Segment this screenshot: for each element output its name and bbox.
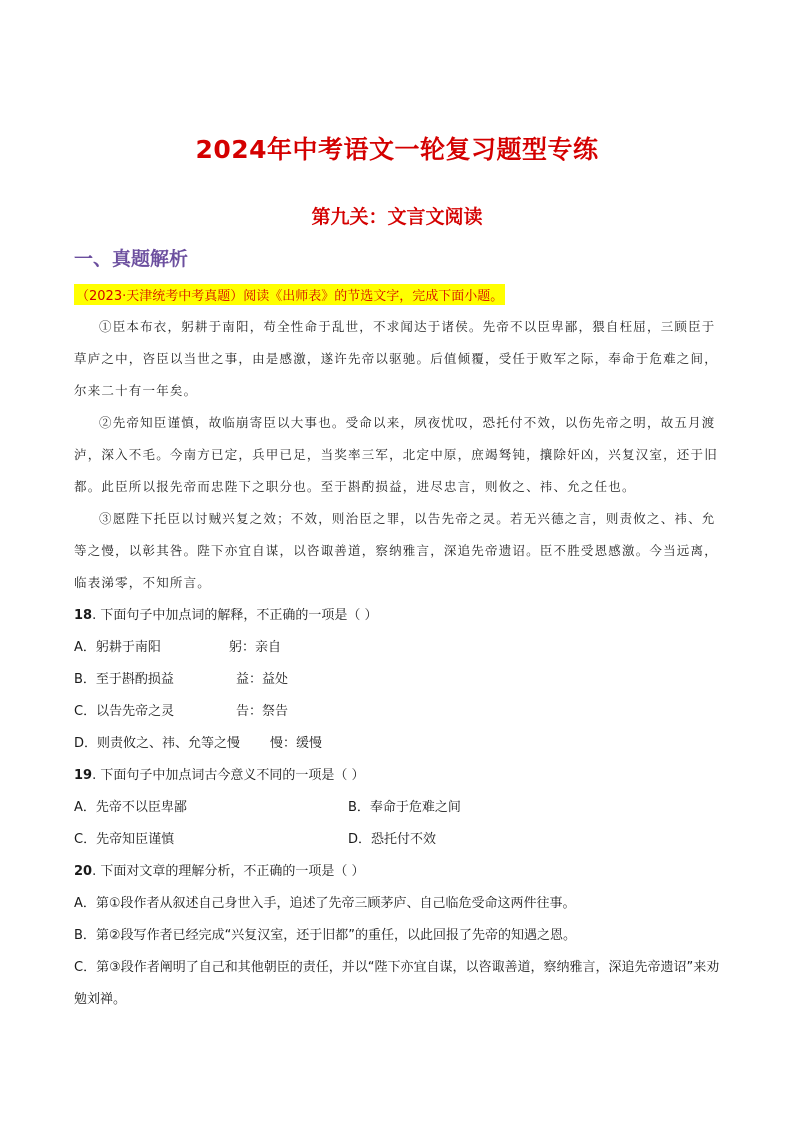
option-text: 至于斟酌损益 — [95, 672, 174, 687]
q18-option-a-note: 躬：亲自 — [229, 640, 282, 655]
q19-option-c[interactable] — [74, 828, 174, 847]
option-letter: C． — [74, 960, 97, 975]
option-text: 第②段写作者已经完成“兴复汉室，还于旧都”的重任，以此回报了先帝的知遇之恩。 — [95, 928, 577, 943]
q18-option-c[interactable] — [74, 700, 174, 719]
option-letter: A． — [74, 896, 96, 911]
option-letter: A． — [74, 800, 96, 815]
option-letter: A． — [74, 640, 96, 655]
q18-option-b[interactable] — [74, 668, 174, 687]
question-18-stem — [74, 604, 378, 623]
q19-option-b[interactable] — [348, 796, 461, 815]
option-letter: B． — [348, 800, 370, 815]
option-text: 先帝不以臣卑鄙 — [95, 800, 187, 815]
option-letter: C． — [74, 704, 97, 719]
question-text: . 下面句子中加点词古今意义不同的一项是（ ） — [92, 768, 365, 783]
question-number: 18 — [74, 608, 93, 623]
q20-option-a[interactable] — [74, 892, 576, 911]
option-letter: C． — [74, 832, 97, 847]
option-letter: B． — [74, 672, 96, 687]
option-text: 奉命于危难之间 — [369, 800, 461, 815]
q19-option-d[interactable] — [348, 828, 436, 847]
source-note: （2023·天津统考中考真题）阅读《出师表》的节选文字，完成下面小题。 — [74, 284, 505, 305]
option-letter: B． — [74, 928, 96, 943]
q20-option-c[interactable] — [74, 952, 720, 1016]
option-text: 恐托付不效 — [371, 832, 437, 847]
q19-option-a[interactable] — [74, 796, 187, 815]
option-text: 躬耕于南阳 — [95, 640, 161, 655]
page-title: 2024年中考语文一轮复习题型专练 — [195, 135, 599, 164]
question-text: . 下面句子中加点词的解释，不正确的一项是（ ） — [92, 608, 378, 623]
question-number: 19 — [74, 768, 93, 783]
q18-option-d[interactable] — [74, 732, 240, 751]
option-letter: D． — [348, 832, 372, 847]
question-20-stem — [74, 860, 365, 879]
passage-paragraph-1: ①臣本布衣，躬耕于南阳，苟全性命于乱世，不求闻达于诸侯。先帝不以臣卑鄙，猥自枉屈，三顾臣于草庐之中，咨臣以当世之事，由是感激，遂许先帝以驱驰。后值倾覆，受任于败军之际，奉命于危难之间，尔来二十有一年矣。 — [74, 319, 718, 398]
option-letter: D． — [74, 736, 98, 751]
question-19-stem — [74, 764, 365, 783]
passage-paragraph-3: ③愿陛下托臣以讨贼兴复之效；不效，则治臣之罪，以告先帝之灵。若无兴德之言，则责攸之、祎、允等之慢，以彰其咎。陛下亦宜自谋，以咨诹善道，察纳雅言，深追先帝遗诏。臣不胜受恩感激。今当远离，临表涕零，不知所言。 — [74, 511, 718, 590]
question-text: . 下面对文章的理解分析，不正确的一项是（ ） — [92, 864, 365, 879]
q18-option-c-note: 告：祭告 — [236, 704, 289, 719]
option-text: 第③段作者阐明了自己和其他朝臣的责任，并以“陛下亦宜自谋，以咨诹善道，察纳雅言，深追先帝遗诏”来劝勉刘禅。 — [74, 960, 720, 1007]
question-number: 20 — [74, 864, 93, 879]
q18-option-a[interactable] — [74, 636, 161, 655]
option-text: 先帝知臣谨慎 — [96, 832, 175, 847]
q18-option-b-note: 益：益处 — [236, 672, 289, 687]
q20-option-b[interactable] — [74, 924, 576, 943]
page-subtitle: 第九关：文言文阅读 — [311, 206, 483, 228]
q18-option-d-note: 慢：缓慢 — [270, 736, 323, 751]
option-text: 以告先帝之灵 — [96, 704, 175, 719]
option-text: 第①段作者从叙述自己身世入手，追述了先帝三顾茅庐、自己临危受命这两件往事。 — [95, 896, 576, 911]
section-heading: 一、真题解析 — [74, 248, 189, 270]
option-text: 则责攸之、祎、允等之慢 — [97, 736, 241, 751]
passage-paragraph-2: ②先帝知臣谨慎，故临崩寄臣以大事也。受命以来，夙夜忧叹，恐托付不效，以伤先帝之明，故五月渡泸，深入不毛。今南方已定，兵甲已足，当奖率三军，北定中原，庶竭驽钝，攘除奸凶，兴复汉室，还于旧都。此臣所以报先帝而忠陛下之职分也。至于斟酌损益，进尽忠言，则攸之、祎、允之任也。 — [74, 415, 718, 494]
